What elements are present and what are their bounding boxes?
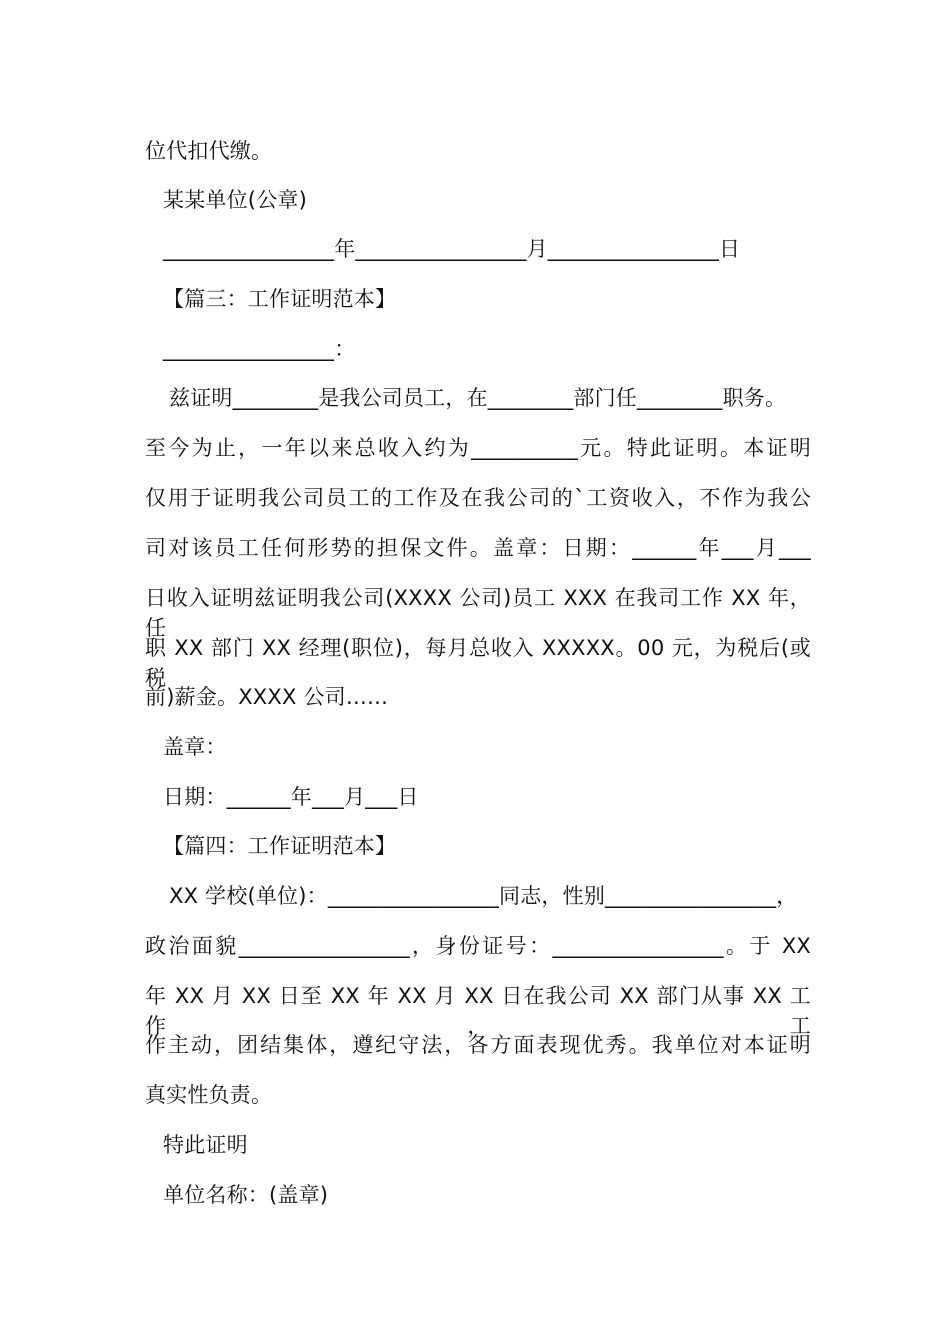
- text-line-unit-name: 单位名称：(盖章): [163, 1183, 329, 1207]
- text-line-certify: 兹证明________是我公司员工，在________部门任________职务。: [169, 386, 787, 410]
- text-line-performance: 作主动，团结集体，遵纪守法，各方面表现优秀。我单位对本证明: [145, 1033, 811, 1057]
- text-line-period: 年 XX 月 XX 日至 XX 年 XX 月 XX 日在我公司 XX 部门从事 XX 工作，工: [145, 984, 811, 1038]
- text-line-school: XX 学校(单位)：________________同志，性别________________，: [169, 884, 798, 908]
- text-line-responsibility: 真实性负责。: [145, 1083, 273, 1107]
- text-line-seal: 盖章：: [163, 735, 227, 759]
- section-heading-part3: 【篇三：工作证明范本】: [163, 287, 397, 311]
- text-line-continuation: 位代扣代缴。: [145, 139, 273, 163]
- text-line-political: 政治面貌________________，身份证号：________________。于 XX: [145, 934, 811, 958]
- text-line-date: 日期：______年___月___日: [163, 785, 419, 809]
- text-line-income-proof: 日收入证明兹证明我公司(XXXX 公司)员工 XXX 在我司工作 XX 年，任: [145, 586, 811, 640]
- text-line-usage: 仅用于证明我公司员工的工作及在我公司的`工资收入，不作为我公: [145, 486, 811, 510]
- text-line-position: 职 XX 部门 XX 经理(职位)，每月总收入 XXXXX。00 元，为税后(或税: [145, 636, 811, 690]
- text-line-income: 至今为止，一年以来总收入约为__________元。特此证明。本证明: [145, 436, 811, 460]
- text-line-guarantee: 司对该员工任何形势的担保文件。盖章：日期：______年___月___: [145, 536, 811, 560]
- text-line-addressee: ________________：: [163, 337, 356, 361]
- text-line-hereby: 特此证明: [163, 1133, 248, 1157]
- text-line-salary: 前)薪金。XXXX 公司……: [145, 685, 389, 709]
- text-line-date-blanks: ________________年________________月________________日: [163, 237, 741, 261]
- text-line-org-seal: 某某单位(公章): [163, 188, 307, 212]
- section-heading-part4: 【篇四：工作证明范本】: [163, 834, 397, 858]
